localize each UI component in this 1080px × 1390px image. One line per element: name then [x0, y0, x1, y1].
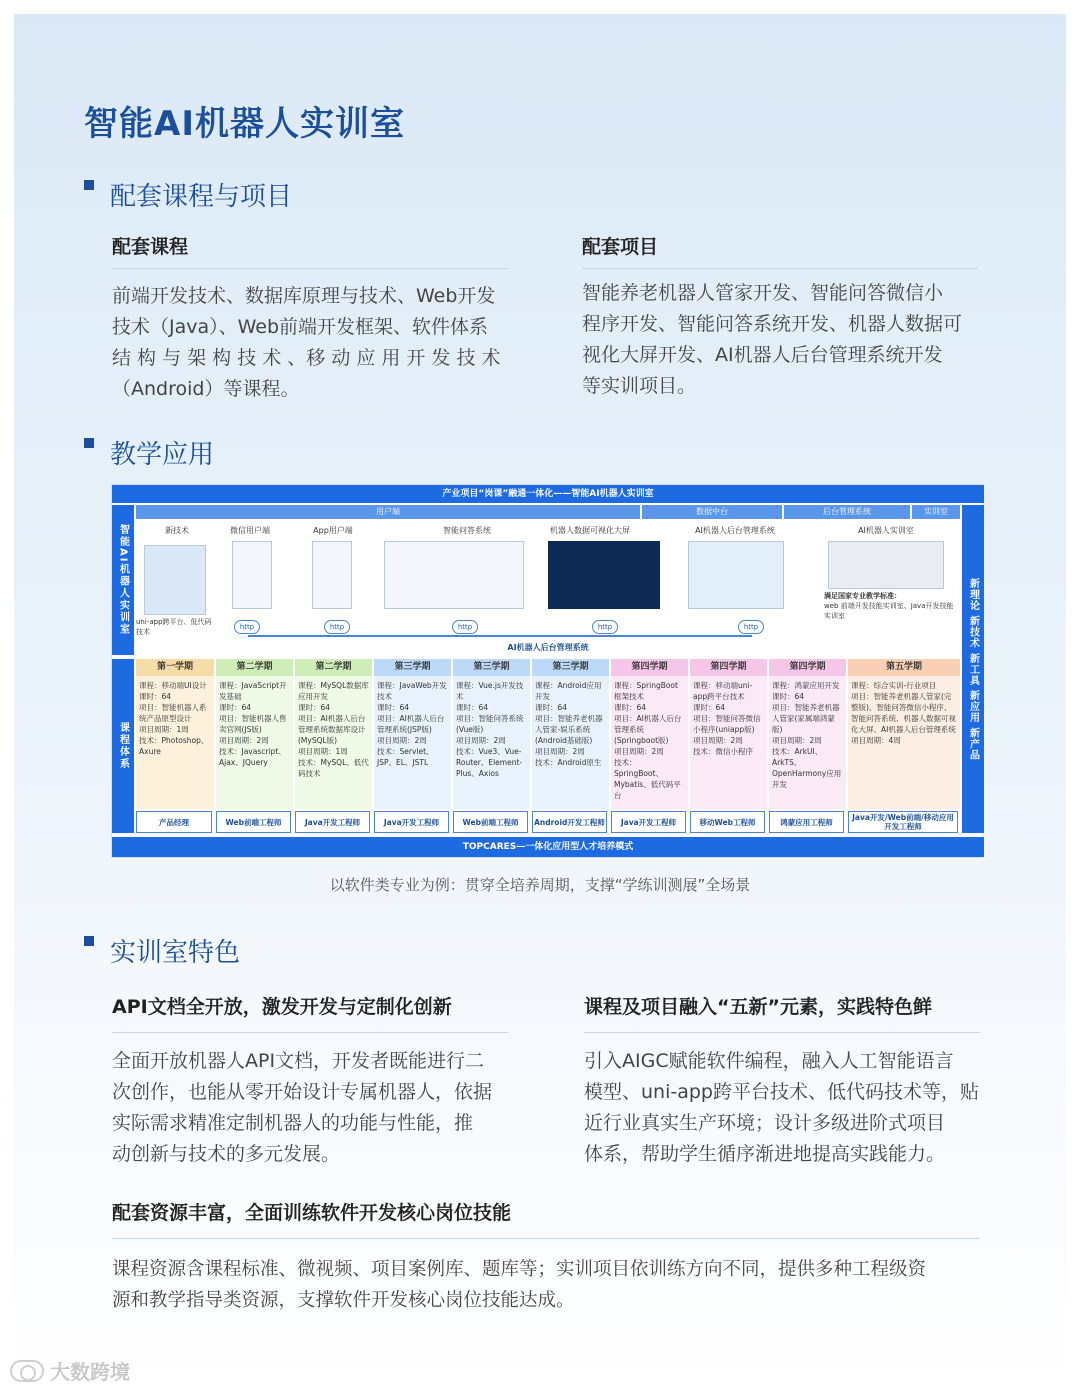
watermark — [10, 1356, 130, 1385]
term-body: 课程：Vue.js开发技术 课时：64 项目：智能问答系统(Vue版) 项目周期：2周 技术：Vue3、Vue-Router、Element-Plus、Axios — [456, 681, 524, 778]
feature-3-line: 课程资源含课程标准、微视频、项目案例库、题库等；实训项目依训练方向不同，提供多种工程级资 — [112, 1259, 927, 1280]
card-data-screen: 机器人数据可视化大屏 — [550, 526, 630, 535]
feature-3-title: 配套资源丰富，全面训练软件开发核心岗位技能 — [112, 1202, 512, 1224]
section-heading-courses-projects — [84, 176, 292, 213]
term-column — [611, 659, 688, 809]
term-column — [532, 659, 609, 809]
section-heading-text: 教学应用 — [110, 440, 215, 470]
role-badge: Android开发工程师 — [532, 811, 607, 833]
card-qa-system: 智能问答系统 — [443, 526, 491, 535]
diagram-bottom-title: TOPCARES—一体化应用型人才培养模式 — [112, 837, 984, 857]
http-badge: http — [738, 620, 764, 634]
diagram-right-label: 新理论 新技术 新工具 新应用 新产品 — [962, 505, 984, 833]
section-heading-teaching — [84, 434, 214, 471]
feature-2-line: 模型、uni-app跨平台技术、低代码技术等，贴 — [584, 1081, 979, 1103]
section-marker-icon — [84, 936, 94, 946]
http-badge: http — [234, 620, 260, 634]
term-name: 第二学期 — [295, 659, 372, 676]
projects-line: 视化大屏开发、AI机器人后台管理系统开发 — [582, 344, 943, 366]
role-badge: Web前端工程师 — [453, 811, 528, 833]
term-name: 第四学期 — [690, 659, 767, 676]
web-screenshot — [384, 541, 524, 609]
term-body: 课程：鸿蒙应用开发 课时：64 项目：智能养老机器人管家(家属端鸿蒙版) 项目周期：2周 技术：ArkUI、ArkTS、OpenHarmony应用开发 — [772, 681, 842, 789]
term-column — [216, 659, 293, 809]
feature-1-title: API文档全开放，激发开发与定制化创新 — [112, 996, 452, 1018]
page-title: 智能AI机器人实训室 — [84, 104, 405, 144]
http-badge: http — [592, 620, 618, 634]
category-data: 数据中台 — [642, 505, 782, 519]
role-badge: Java开发/Web前端/移动应用开发工程师 — [848, 811, 958, 833]
watermark-text: 大数跨境 — [50, 1360, 130, 1384]
role-badge: 产品经理 — [136, 811, 212, 833]
projects-line: 程序开发、智能问答系统开发、机器人数据可 — [582, 313, 963, 335]
term-name: 第三学期 — [374, 659, 451, 676]
category-lab: 实训室 — [912, 505, 960, 519]
term-body: 课程：SpringBoot框架技术 课时：64 项目：AI机器人后台管理系统(Springboot版) 项目周期：2周 技术：SpringBoot、Mybatis、低代码平台 — [614, 681, 682, 800]
feature-3-line: 源和教学指导类资源，支撑软件开发核心岗位技能达成。 — [112, 1290, 575, 1311]
courses-text — [112, 281, 522, 405]
lab-note — [824, 591, 960, 621]
watermark-logo-icon — [10, 1360, 44, 1382]
admin-screenshot — [688, 541, 784, 609]
feature-3-text — [112, 1254, 992, 1316]
section-marker-icon — [84, 180, 94, 190]
courses-line: 结 构 与 架 构 技 术 、移 动 应 用 开 发 技 术 — [112, 347, 501, 369]
term-body: 课程：JavaScript开发基础 课时：64 项目：智能机器人售卖官网(JS版) 项目周期：2周 技术：Javascript、Ajax、JQuery — [219, 681, 287, 767]
lab-note-title: 满足国家专业教学标准： — [824, 592, 901, 600]
term-column — [136, 659, 214, 809]
diagram-caption: 以软件类专业为例：贯穿全培养周期，支撑“学练训测展”全场景 — [329, 876, 751, 894]
term-body: 课程：综合实训-行业项目 项目：智能养老机器人管家(完整版)、智能问答微信小程序、智能问答系统、机器人数据可视化大屏、AI机器人后台管理系统 项目周期：4周 — [851, 681, 956, 745]
role-badge: Java开发工程师 — [374, 811, 449, 833]
courses-line: （Android）等课程。 — [112, 378, 300, 400]
term-column — [374, 659, 451, 809]
card-label: 新技术 — [165, 526, 189, 535]
role-badge: Web前端工程师 — [216, 811, 291, 833]
divider — [112, 1238, 980, 1239]
divider — [112, 268, 508, 269]
feature-1-line: 次创作，也能从零开始设计专属机器人，依据 — [112, 1081, 493, 1103]
card-lab: AI机器人实训室 — [858, 526, 914, 535]
role-badge: 鸿蒙应用工程师 — [769, 811, 844, 833]
term-body: 课程：移动端uni-app跨平台技术 课时：64 项目：智能问答微信小程序(uniapp版) 项目周期：2周 技术：微信小程序 — [693, 681, 761, 756]
divider — [112, 1032, 508, 1033]
projects-line: 智能养老机器人管家开发、智能问答微信小 — [582, 282, 944, 304]
section-heading-text: 实训室特色 — [110, 938, 241, 968]
projects-text — [582, 278, 992, 402]
lab-note-text: web 前端开发技能实训室、Java开发技能实训室 — [824, 602, 954, 620]
card-app: App用户端 — [313, 526, 353, 535]
role-badge: 移动Web工程师 — [690, 811, 765, 833]
feature-1-text — [112, 1046, 522, 1170]
teaching-diagram — [111, 484, 983, 858]
card-wechat: 微信用户端 — [230, 526, 270, 535]
section-heading-text: 配套课程与项目 — [110, 182, 293, 212]
courses-title: 配套课程 — [112, 236, 189, 258]
section-heading-features — [84, 932, 240, 969]
category-user: 用户端 — [136, 505, 640, 519]
divider — [584, 1032, 980, 1033]
lab-photo — [828, 541, 944, 589]
dashboard-screenshot — [548, 541, 660, 609]
feature-2-line: 体系，帮助学生循序渐进地提高实践能力。 — [584, 1143, 946, 1165]
mid-label: AI机器人后台管理系统 — [134, 641, 962, 655]
phone-screenshot — [232, 541, 272, 609]
courses-line: 前端开发技术、数据库原理与技术、Web开发 — [112, 285, 496, 307]
term-body: 课程：MySQL数据库应用开发 课时：64 项目：AI机器人后台管理系统数据库设计(MySQL版) 项目周期：1周 技术：MySQL、低代码技术 — [298, 681, 369, 778]
term-column — [848, 659, 960, 809]
term-name: 第一学期 — [136, 659, 214, 676]
diagram-top-title: 产业项目“岗课”融通一体化——智能AI机器人实训室 — [112, 485, 984, 503]
term-column — [690, 659, 767, 809]
projects-line: 等实训项目。 — [582, 375, 697, 397]
courses-line: 技术（Java）、Web前端开发框架、软件体系 — [112, 316, 489, 338]
term-name: 第四学期 — [769, 659, 846, 676]
device-image — [144, 545, 206, 615]
term-column — [295, 659, 372, 809]
term-name: 第三学期 — [453, 659, 530, 676]
section-marker-icon — [84, 438, 94, 448]
term-name: 第四学期 — [611, 659, 688, 676]
connector-line — [248, 635, 752, 637]
term-column — [453, 659, 530, 809]
feature-1-line: 实际需求精准定制机器人的功能与性能，推 — [112, 1112, 474, 1134]
feature-2-line: 引入AIGC赋能软件编程，融入人工智能语言 — [584, 1050, 954, 1072]
term-name: 第五学期 — [848, 659, 960, 676]
feature-1-line: 全面开放机器人API文档，开发者既能进行二 — [112, 1050, 485, 1072]
term-body: 课程：JavaWeb开发技术 课时：64 项目：AI机器人后台管理系统(JSP版) 项目周期：2周 技术：Servlet、JSP、EL、JSTL — [377, 681, 447, 767]
card-new-tech — [138, 525, 216, 536]
card-new-tech-caption: uni-app跨平台、低代码技术 — [136, 618, 212, 636]
divider — [582, 268, 978, 269]
feature-2-text — [584, 1046, 994, 1170]
card-admin-system: AI机器人后台管理系统 — [695, 526, 775, 535]
projects-title: 配套项目 — [582, 236, 659, 258]
phone-screenshot — [312, 541, 352, 609]
feature-1-line: 动创新与技术的多元发展。 — [112, 1143, 341, 1165]
http-badge: http — [452, 620, 478, 634]
term-name: 第二学期 — [216, 659, 293, 676]
diagram-left-label-courses: 课程体系 — [112, 659, 134, 833]
http-badge: http — [324, 620, 350, 634]
term-body: 课程：Android应用开发 课时：64 项目：智能养老机器人管家-娱乐系统(Android基础版) 项目周期：2周 技术：Android原生 — [535, 681, 603, 767]
role-badge: Java开发工程师 — [295, 811, 370, 833]
category-admin: 后台管理系统 — [784, 505, 910, 519]
term-body: 课程：移动端UI设计 课时：64 项目：智能机器人系统产品原型设计 项目周期：1周 技术：Photoshop、Axure — [139, 681, 209, 756]
term-column — [769, 659, 846, 809]
diagram-left-label: 智能AI机器人实训室 — [112, 505, 134, 655]
term-name: 第三学期 — [532, 659, 609, 676]
feature-2-line: 近行业真实生产环境；设计多级进阶式项目 — [584, 1112, 946, 1134]
feature-2-title: 课程及项目融入“五新”元素，实践特色鲜 — [584, 996, 932, 1018]
role-badge: Java开发工程师 — [611, 811, 686, 833]
